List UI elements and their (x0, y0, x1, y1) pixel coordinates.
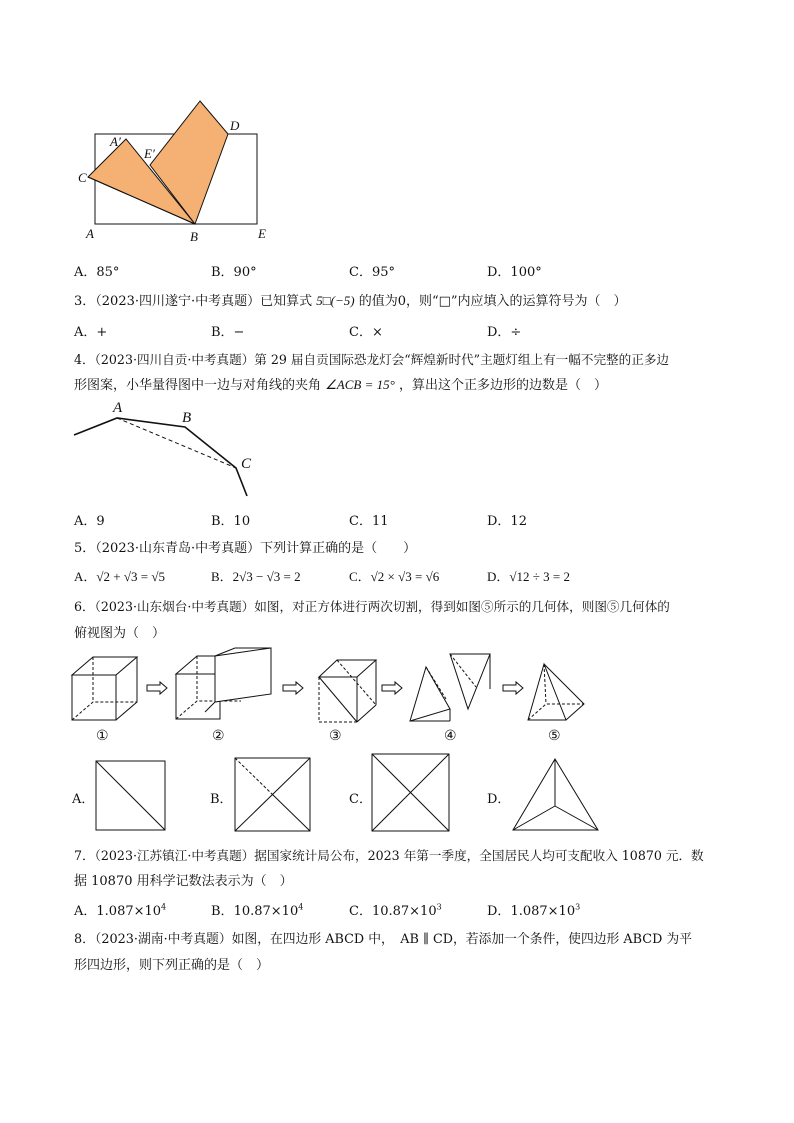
q7-option-c-prefix: C． (349, 904, 372, 919)
q7-option-c[interactable] (349, 900, 442, 919)
q4-option-a[interactable]: A．9 (74, 514, 105, 529)
q4-angle-expression: ∠ACB = 15° (325, 377, 395, 392)
q6-option-a-label[interactable]: A． (72, 792, 95, 807)
q7-option-a-base: 1.087×10 (96, 904, 162, 919)
q4-stem-line1: 4．（2023·四川自贡·中考真题）第 29 届自贡国际恐龙灯会“辉煌新时代”主题灯组上有一幅不完整的正多边 (74, 352, 670, 367)
q6-option-c-label[interactable]: C． (349, 792, 372, 807)
q6-option-d-figure[interactable] (511, 757, 601, 833)
q3-option-c[interactable]: C．× (349, 325, 383, 340)
polygon-edges (74, 418, 247, 496)
q7-option-b-prefix: B． (211, 904, 234, 919)
q6-step-label-4: ④ (444, 728, 457, 744)
q7-option-b[interactable] (211, 900, 303, 919)
q4-stem-line2-b: ，算出这个正多边形的边数是（ ） (398, 378, 607, 393)
q7-stem-line1: 7．（2023·江苏镇江·中考真题）据国家统计局公布，2023 年第一季度，全国居民人均可支配收入 10870 元．数 (74, 848, 704, 863)
q6-step-label-5: ⑤ (548, 728, 561, 744)
q6-option-d-label[interactable]: D． (487, 792, 511, 807)
q6-option-c-figure[interactable] (371, 753, 451, 833)
q6-cube-step3 (318, 659, 378, 725)
q2-label-c: C (78, 170, 87, 185)
q7-option-a-exp: 4 (161, 902, 167, 912)
arrow-right-icon (381, 682, 403, 694)
q6-stem-line2: 俯视图为（ ） (74, 626, 166, 641)
q6-step-label-2: ② (212, 728, 225, 744)
q6-option-a-figure[interactable] (95, 760, 167, 832)
q7-option-d-exp: 3 (575, 902, 581, 912)
q4-option-d[interactable]: D．12 (487, 514, 527, 529)
q3-stem-a: 3．（2023·四川遂宁·中考真题）已知算式 (74, 294, 313, 309)
q4-label-b: B (182, 410, 192, 426)
arrow-right-icon (146, 682, 168, 694)
q4-option-c[interactable]: C．11 (349, 514, 389, 529)
q7-option-c-exp: 3 (436, 902, 442, 912)
q7-option-a[interactable] (74, 900, 166, 919)
q5-option-b[interactable]: B．2√3 − √3 = 2 (211, 569, 301, 584)
q7-option-b-base: 10.87×10 (233, 904, 299, 919)
q7-stem-line2: 据 10870 用科学记数法表示为（ ） (74, 874, 293, 889)
q4-label-a: A (113, 400, 123, 416)
q6-stem-line1: 6．（2023·山东烟台·中考真题）如图，对正方体进行两次切割，得到如图⑤所示的几何体，则图⑤几何体的 (74, 599, 670, 614)
q4-stem-line2 (74, 374, 607, 393)
q6-step-label-1: ① (96, 728, 109, 744)
q7-option-d[interactable] (487, 900, 580, 919)
q5-option-d[interactable]: D．√12 ÷ 3 = 2 (487, 569, 570, 584)
q2-label-e: E (258, 226, 266, 241)
q4-option-b[interactable]: B．10 (211, 514, 251, 529)
q2-label-b: B (190, 229, 198, 244)
q2-option-b[interactable]: B．90° (211, 265, 257, 280)
q5-option-a[interactable]: A．√2 + √3 = √5 (74, 569, 165, 584)
q3-option-a[interactable]: A．+ (74, 325, 108, 340)
q2-option-c[interactable]: C．95° (349, 265, 395, 280)
q5-stem: 5．（2023·山东青岛·中考真题）下列计算正确的是（ ） (74, 541, 417, 556)
q7-option-d-prefix: D． (487, 904, 511, 919)
q6-cube-step5 (526, 662, 586, 724)
q7-option-b-exp: 4 (298, 902, 304, 912)
q6-option-b-figure[interactable] (234, 757, 312, 833)
q2-figure (70, 95, 270, 245)
q2-label-d: D (230, 118, 240, 133)
arrow-right-icon (282, 682, 304, 694)
q7-option-c-base: 10.87×10 (371, 904, 437, 919)
q6-cube-step4 (406, 651, 496, 725)
q8-stem-line1: 8．（2023·湖南·中考真题）如图，在四边形 ABCD 中， AB ∥ CD，若添加一个条件，使四边形 ABCD 为平 (74, 932, 693, 947)
q6-step-label-3: ③ (329, 728, 342, 744)
q8-stem-line2: 形四边形，则下列正确的是（ ） (74, 958, 270, 973)
q2-label-a: A (86, 226, 94, 241)
arrow-right-icon (502, 682, 524, 694)
q2-label-a-prime: A′ (110, 134, 121, 149)
q4-figure (70, 400, 260, 500)
q3-stem (74, 290, 627, 309)
q2-option-a[interactable]: A．85° (74, 265, 120, 280)
q3-expression: 5□(−5) (316, 293, 355, 308)
q6-cube-step1 (71, 655, 141, 723)
q7-option-d-base: 1.087×10 (510, 904, 576, 919)
q7-option-a-prefix: A． (74, 904, 97, 919)
q6-option-b-label[interactable]: B． (210, 792, 233, 807)
q3-option-b[interactable]: B．− (211, 325, 245, 340)
q6-cube-step2 (175, 646, 275, 724)
q2-option-d[interactable]: D．100° (487, 265, 542, 280)
q3-option-d[interactable]: D．÷ (487, 325, 522, 340)
q4-label-c: C (241, 456, 252, 472)
q3-stem-b: 的值为0，则“□”内应填入的运算符号为（ ） (358, 294, 627, 309)
q4-stem-line2-a: 形图案，小华量得图中一边与对角线的夹角 (74, 378, 322, 393)
q5-option-c[interactable]: C．√2 × √3 = √6 (349, 569, 440, 584)
q2-label-e-prime: E′ (144, 146, 155, 161)
